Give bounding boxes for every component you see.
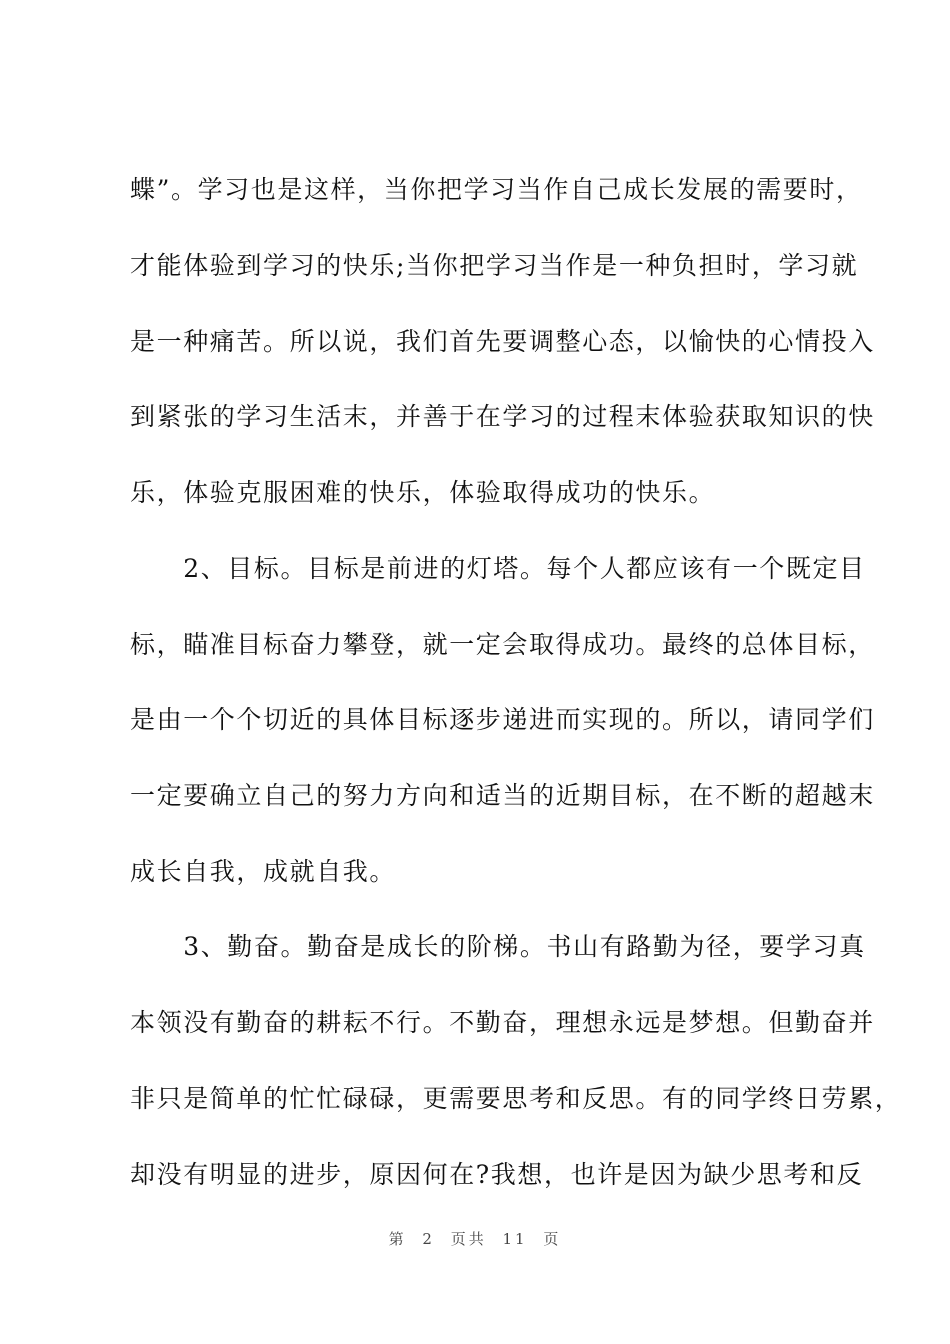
- text-line: 3、勤奋。勤奋是成长的阶梯。书山有路勤为径，要学习真: [130, 932, 866, 961]
- text-line: 却没有明显的进步，原因何在?我想，也许是因为缺少思考和反: [130, 1160, 864, 1189]
- page-footer: 第 2 页共 11 页: [388, 1230, 562, 1248]
- text-line: 是一种痛苦。所以说，我们首先要调整心态，以愉快的心情投入: [130, 327, 875, 356]
- text-line: 蝶”。学习也是这样，当你把学习当作自己成长发展的需要时，: [130, 175, 863, 204]
- text-line: 一定要确立自己的努力方向和适当的近期目标，在不断的超越末: [130, 781, 875, 810]
- text-line: 到紧张的学习生活末，并善于在学习的过程末体验获取知识的快: [130, 402, 875, 431]
- text-line: 标，瞄准目标奋力攀登，就一定会取得成功。最终的总体目标，: [130, 630, 875, 659]
- text-line: 是由一个个切近的具体目标逐步递进而实现的。所以，请同学们: [130, 705, 875, 734]
- text-line: 成长自我，成就自我。: [130, 857, 397, 886]
- text-line: 本领没有勤奋的耕耘不行。不勤奋，理想永远是梦想。但勤奋并: [130, 1008, 875, 1037]
- text-line: 非只是简单的忙忙碌碌，更需要思考和反思。有的同学终日劳累，: [130, 1084, 902, 1113]
- text-line: 才能体验到学习的快乐;当你把学习当作是一种负担时，学习就: [130, 251, 859, 280]
- text-line: 乐，体验克服困难的快乐，体验取得成功的快乐。: [130, 478, 716, 507]
- text-line: 2、目标。目标是前进的灯塔。每个人都应该有一个既定目: [130, 554, 866, 583]
